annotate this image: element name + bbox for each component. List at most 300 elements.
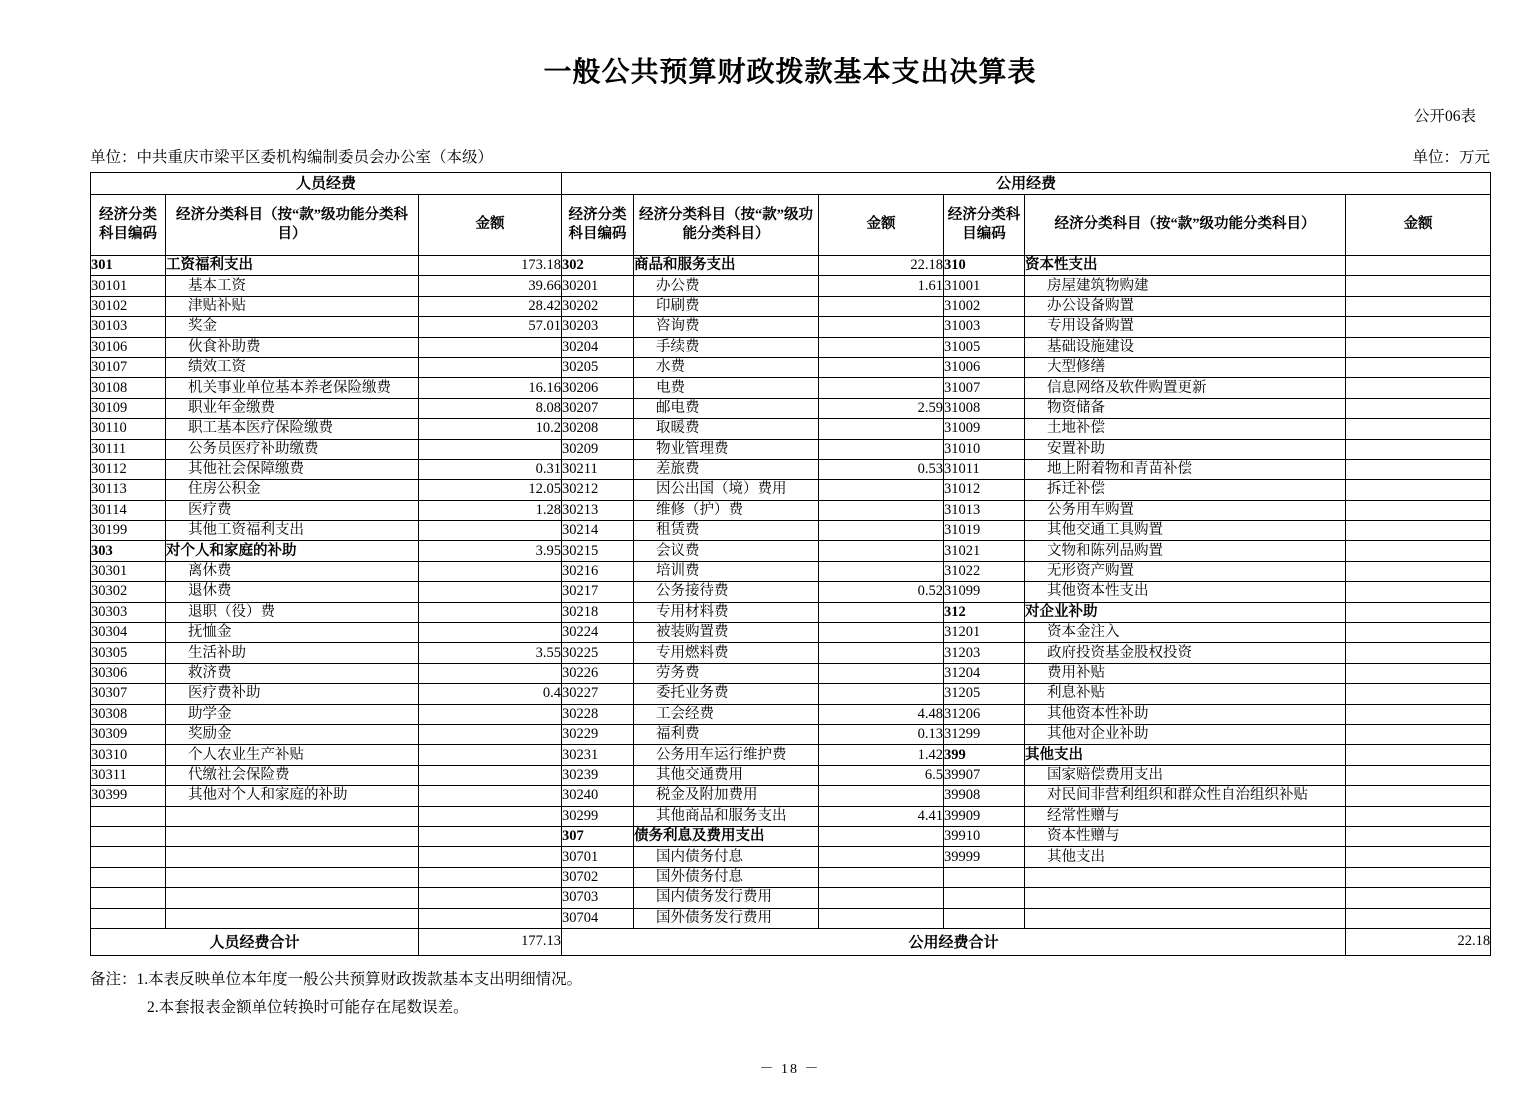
code-cell: 30701 <box>562 847 634 867</box>
table-row <box>91 765 1491 785</box>
code-cell: 30113 <box>91 480 166 500</box>
column-header-subject-2: 经济分类科目（按“款”级功能分类科目） <box>634 195 819 256</box>
table-row <box>91 459 1491 479</box>
code-cell: 30203 <box>562 317 634 337</box>
amount-cell <box>419 337 562 357</box>
amount-cell: 39.66 <box>419 276 562 296</box>
subject-cell: 债务利息及费用支出 <box>634 826 819 846</box>
amount-cell: 1.61 <box>819 276 944 296</box>
unit-name-label: 单位：中共重庆市梁平区委机构编制委员会办公室（本级） <box>90 149 494 166</box>
code-cell: 31201 <box>944 623 1025 643</box>
subject-cell: 土地补偿 <box>1025 419 1346 439</box>
subject-cell <box>1025 908 1346 928</box>
subject-cell: 住房公积金 <box>166 480 419 500</box>
subject-cell: 租赁费 <box>634 521 819 541</box>
amount-cell <box>419 826 562 846</box>
subject-cell: 专用材料费 <box>634 602 819 622</box>
amount-cell <box>819 888 944 908</box>
table-row <box>91 704 1491 724</box>
expenditure-table <box>90 172 1491 956</box>
amount-cell <box>419 602 562 622</box>
code-cell: 30108 <box>91 378 166 398</box>
subject-cell <box>166 806 419 826</box>
subject-cell: 费用补贴 <box>1025 663 1346 683</box>
subject-cell: 咨询费 <box>634 317 819 337</box>
code-cell: 39999 <box>944 847 1025 867</box>
note-text-2: 2.本套报表金额单位转换时可能存在尾数误差。 <box>147 998 469 1016</box>
amount-cell <box>1346 276 1491 296</box>
subject-cell: 公务员医疗补助缴费 <box>166 439 419 459</box>
amount-cell: 0.52 <box>819 582 944 602</box>
amount-cell <box>419 724 562 744</box>
amount-cell <box>819 419 944 439</box>
amount-cell: 12.05 <box>419 480 562 500</box>
code-cell: 30112 <box>91 459 166 479</box>
code-cell: 31203 <box>944 643 1025 663</box>
subject-cell: 委托业务费 <box>634 684 819 704</box>
subject-cell: 商品和服务支出 <box>634 256 819 276</box>
subject-cell: 专用设备购置 <box>1025 317 1346 337</box>
code-cell: 39910 <box>944 826 1025 846</box>
subject-cell: 国家赔偿费用支出 <box>1025 765 1346 785</box>
subject-cell: 手续费 <box>634 337 819 357</box>
subject-cell: 资本性赠与 <box>1025 826 1346 846</box>
code-cell: 30109 <box>91 398 166 418</box>
subject-cell: 拆迁补偿 <box>1025 480 1346 500</box>
code-cell: 31009 <box>944 419 1025 439</box>
subject-cell: 办公费 <box>634 276 819 296</box>
subject-cell: 其他资本性支出 <box>1025 582 1346 602</box>
subject-cell: 国外债务付息 <box>634 867 819 887</box>
subject-cell: 地上附着物和青苗补偿 <box>1025 459 1346 479</box>
code-cell: 30228 <box>562 704 634 724</box>
amount-cell <box>419 704 562 724</box>
subject-cell: 其他资本性补助 <box>1025 704 1346 724</box>
code-cell: 31011 <box>944 459 1025 479</box>
personnel-total-label: 人员经费合计 <box>91 928 419 955</box>
column-header-code-3: 经济分类科目编码 <box>944 195 1025 256</box>
subject-cell: 经常性赠与 <box>1025 806 1346 826</box>
code-cell: 30106 <box>91 337 166 357</box>
subject-cell: 救济费 <box>166 663 419 683</box>
code-cell: 39907 <box>944 765 1025 785</box>
code-cell: 31019 <box>944 521 1025 541</box>
subject-cell: 奖金 <box>166 317 419 337</box>
amount-cell <box>819 521 944 541</box>
code-cell <box>944 867 1025 887</box>
subject-cell: 其他支出 <box>1025 745 1346 765</box>
code-cell: 31002 <box>944 296 1025 316</box>
amount-cell <box>1346 561 1491 581</box>
code-cell: 30211 <box>562 459 634 479</box>
column-header-code-1: 经济分类科目编码 <box>91 195 166 256</box>
subject-cell <box>166 867 419 887</box>
amount-cell <box>819 623 944 643</box>
amount-cell <box>819 643 944 663</box>
code-cell <box>944 908 1025 928</box>
code-cell: 30304 <box>91 623 166 643</box>
amount-cell <box>819 908 944 928</box>
code-cell: 30205 <box>562 357 634 377</box>
column-header-code-2: 经济分类科目编码 <box>562 195 634 256</box>
personnel-total-amount: 177.13 <box>419 928 562 955</box>
amount-cell: 10.2 <box>419 419 562 439</box>
code-cell: 31010 <box>944 439 1025 459</box>
amount-cell <box>1346 398 1491 418</box>
column-header-row <box>91 195 1491 256</box>
code-cell: 30302 <box>91 582 166 602</box>
code-cell: 31205 <box>944 684 1025 704</box>
table-row <box>91 419 1491 439</box>
amount-cell <box>819 826 944 846</box>
subject-cell: 绩效工资 <box>166 357 419 377</box>
table-row <box>91 745 1491 765</box>
amount-cell: 8.08 <box>419 398 562 418</box>
code-cell: 30103 <box>91 317 166 337</box>
subject-cell: 信息网络及软件购置更新 <box>1025 378 1346 398</box>
amount-cell <box>419 745 562 765</box>
code-cell: 30227 <box>562 684 634 704</box>
amount-cell <box>819 439 944 459</box>
code-cell: 31204 <box>944 663 1025 683</box>
amount-cell <box>1346 459 1491 479</box>
code-cell: 39908 <box>944 786 1025 806</box>
table-row <box>91 398 1491 418</box>
subject-cell: 公务用车运行维护费 <box>634 745 819 765</box>
subject-cell: 退职（役）费 <box>166 602 419 622</box>
code-cell: 30399 <box>91 786 166 806</box>
amount-cell <box>1346 745 1491 765</box>
code-cell: 31299 <box>944 724 1025 744</box>
code-cell: 31001 <box>944 276 1025 296</box>
table-row <box>91 826 1491 846</box>
amount-cell <box>1346 663 1491 683</box>
table-row <box>91 378 1491 398</box>
amount-cell <box>819 561 944 581</box>
subject-cell: 代缴社会保险费 <box>166 765 419 785</box>
amount-cell <box>1346 296 1491 316</box>
code-cell: 30229 <box>562 724 634 744</box>
code-cell: 30226 <box>562 663 634 683</box>
table-row <box>91 337 1491 357</box>
amount-cell <box>1346 480 1491 500</box>
subject-cell: 生活补助 <box>166 643 419 663</box>
amount-cell <box>1346 888 1491 908</box>
code-cell: 30703 <box>562 888 634 908</box>
code-cell: 30704 <box>562 908 634 928</box>
code-cell: 30702 <box>562 867 634 887</box>
subject-cell: 培训费 <box>634 561 819 581</box>
amount-cell <box>819 684 944 704</box>
amount-cell: 0.53 <box>819 459 944 479</box>
amount-cell <box>819 296 944 316</box>
code-cell: 30212 <box>562 480 634 500</box>
amount-cell <box>419 847 562 867</box>
table-row <box>91 439 1491 459</box>
table-row <box>91 276 1491 296</box>
code-cell: 30114 <box>91 500 166 520</box>
subject-cell: 安置补助 <box>1025 439 1346 459</box>
table-row <box>91 643 1491 663</box>
amount-cell <box>819 847 944 867</box>
subject-cell <box>166 826 419 846</box>
code-cell: 30110 <box>91 419 166 439</box>
code-cell: 30225 <box>562 643 634 663</box>
amount-cell: 4.41 <box>819 806 944 826</box>
amount-cell <box>819 867 944 887</box>
note-line <box>90 966 1490 994</box>
table-row <box>91 256 1491 276</box>
amount-cell <box>1346 867 1491 887</box>
table-row <box>91 786 1491 806</box>
amount-cell <box>819 480 944 500</box>
subject-cell: 医疗费补助 <box>166 684 419 704</box>
subject-cell: 对民间非营利组织和群众性自治组织补贴 <box>1025 786 1346 806</box>
amount-cell <box>419 663 562 683</box>
code-cell: 30308 <box>91 704 166 724</box>
page-title: 一般公共预算财政拨款基本支出决算表 <box>543 57 1037 88</box>
amount-cell <box>1346 847 1491 867</box>
subject-cell: 文物和陈列品购置 <box>1025 541 1346 561</box>
amount-cell <box>419 521 562 541</box>
subject-cell: 机关事业单位基本养老保险缴费 <box>166 378 419 398</box>
code-cell: 30217 <box>562 582 634 602</box>
code-cell: 30239 <box>562 765 634 785</box>
code-cell: 31008 <box>944 398 1025 418</box>
subject-cell: 公务用车购置 <box>1025 500 1346 520</box>
amount-cell <box>819 602 944 622</box>
code-cell: 30231 <box>562 745 634 765</box>
table-row <box>91 296 1491 316</box>
group-header-personnel: 人员经费 <box>91 173 562 195</box>
group-header-row <box>91 173 1491 195</box>
amount-cell <box>1346 826 1491 846</box>
amount-cell <box>419 765 562 785</box>
amount-cell <box>419 867 562 887</box>
code-cell: 30101 <box>91 276 166 296</box>
code-cell: 30102 <box>91 296 166 316</box>
unit-row <box>90 148 1490 168</box>
table-row <box>91 623 1491 643</box>
currency-unit-label: 单位：万元 <box>1412 149 1490 166</box>
subject-cell: 物业管理费 <box>634 439 819 459</box>
subject-cell: 政府投资基金股权投资 <box>1025 643 1346 663</box>
subject-cell: 助学金 <box>166 704 419 724</box>
amount-cell <box>1346 806 1491 826</box>
code-cell: 31003 <box>944 317 1025 337</box>
code-cell: 30306 <box>91 663 166 683</box>
column-header-subject-3: 经济分类科目（按“款”级功能分类科目） <box>1025 195 1346 256</box>
table-row <box>91 480 1491 500</box>
column-header-amount-2: 金额 <box>819 195 944 256</box>
subject-cell: 公务接待费 <box>634 582 819 602</box>
note-line <box>147 994 1490 1022</box>
code-cell: 307 <box>562 826 634 846</box>
subject-cell: 津贴补贴 <box>166 296 419 316</box>
subject-cell <box>1025 888 1346 908</box>
code-cell: 30199 <box>91 521 166 541</box>
subject-cell: 税金及附加费用 <box>634 786 819 806</box>
totals-row <box>91 928 1491 955</box>
subject-cell: 劳务费 <box>634 663 819 683</box>
document-page <box>0 50 1515 1119</box>
subject-cell: 抚恤金 <box>166 623 419 643</box>
subject-cell: 大型修缮 <box>1025 357 1346 377</box>
code-cell: 30107 <box>91 357 166 377</box>
group-header-public: 公用经费 <box>562 173 1491 195</box>
code-cell: 30208 <box>562 419 634 439</box>
amount-cell <box>419 623 562 643</box>
subject-cell: 资本金注入 <box>1025 623 1346 643</box>
code-cell: 30303 <box>91 602 166 622</box>
amount-cell <box>1346 724 1491 744</box>
public-total-label: 公用经费合计 <box>562 928 1346 955</box>
code-cell: 31099 <box>944 582 1025 602</box>
amount-cell: 2.59 <box>819 398 944 418</box>
amount-cell <box>819 378 944 398</box>
table-row <box>91 541 1491 561</box>
amount-cell: 0.13 <box>819 724 944 744</box>
code-cell <box>91 908 166 928</box>
subject-cell: 基础设施建设 <box>1025 337 1346 357</box>
subject-cell: 办公设备购置 <box>1025 296 1346 316</box>
subject-cell: 职业年金缴费 <box>166 398 419 418</box>
notes-label: 备注： <box>90 970 137 988</box>
code-cell: 303 <box>91 541 166 561</box>
subject-cell: 电费 <box>634 378 819 398</box>
public-total-amount: 22.18 <box>1346 928 1491 955</box>
code-cell: 30207 <box>562 398 634 418</box>
amount-cell <box>819 786 944 806</box>
code-cell: 30240 <box>562 786 634 806</box>
code-cell: 30301 <box>91 561 166 581</box>
table-row <box>91 500 1491 520</box>
code-cell <box>91 826 166 846</box>
subject-cell: 房屋建筑物购建 <box>1025 276 1346 296</box>
subject-cell: 物资储备 <box>1025 398 1346 418</box>
subject-cell: 国内债务发行费用 <box>634 888 819 908</box>
form-code-label: 公开06表 <box>1413 108 1476 125</box>
amount-cell <box>819 357 944 377</box>
amount-cell <box>1346 521 1491 541</box>
code-cell: 30218 <box>562 602 634 622</box>
code-cell: 30309 <box>91 724 166 744</box>
amount-cell <box>1346 419 1491 439</box>
amount-cell <box>1346 256 1491 276</box>
subject-cell: 取暖费 <box>634 419 819 439</box>
code-cell: 30111 <box>91 439 166 459</box>
subject-cell: 其他社会保障缴费 <box>166 459 419 479</box>
subject-cell: 差旅费 <box>634 459 819 479</box>
code-cell: 30202 <box>562 296 634 316</box>
subject-cell: 职工基本医疗保险缴费 <box>166 419 419 439</box>
amount-cell <box>819 317 944 337</box>
subject-cell: 伙食补助费 <box>166 337 419 357</box>
subject-cell: 会议费 <box>634 541 819 561</box>
subject-cell: 无形资产购置 <box>1025 561 1346 581</box>
code-cell: 31007 <box>944 378 1025 398</box>
code-cell: 30305 <box>91 643 166 663</box>
code-cell: 30215 <box>562 541 634 561</box>
amount-cell <box>419 561 562 581</box>
subject-cell: 退休费 <box>166 582 419 602</box>
subject-cell: 专用燃料费 <box>634 643 819 663</box>
amount-cell <box>1346 908 1491 928</box>
code-cell: 31006 <box>944 357 1025 377</box>
table-row <box>91 561 1491 581</box>
subject-cell: 工资福利支出 <box>166 256 419 276</box>
code-cell: 31005 <box>944 337 1025 357</box>
code-cell: 310 <box>944 256 1025 276</box>
subject-cell: 工会经费 <box>634 704 819 724</box>
amount-cell: 1.28 <box>419 500 562 520</box>
subject-cell: 离休费 <box>166 561 419 581</box>
subject-cell <box>166 908 419 928</box>
subject-cell: 对企业补助 <box>1025 602 1346 622</box>
amount-cell <box>1346 786 1491 806</box>
amount-cell <box>1346 704 1491 724</box>
code-cell: 399 <box>944 745 1025 765</box>
amount-cell <box>819 337 944 357</box>
table-row <box>91 867 1491 887</box>
column-header-subject-1: 经济分类科目（按“款”级功能分类科目） <box>166 195 419 256</box>
amount-cell: 3.95 <box>419 541 562 561</box>
table-row <box>91 582 1491 602</box>
subject-cell: 因公出国（境）费用 <box>634 480 819 500</box>
amount-cell: 3.55 <box>419 643 562 663</box>
subject-cell: 国内债务付息 <box>634 847 819 867</box>
amount-cell: 22.18 <box>819 256 944 276</box>
amount-cell <box>819 541 944 561</box>
code-cell: 30204 <box>562 337 634 357</box>
amount-cell <box>1346 765 1491 785</box>
table-row <box>91 684 1491 704</box>
table-row <box>91 663 1491 683</box>
code-cell: 30206 <box>562 378 634 398</box>
code-cell: 312 <box>944 602 1025 622</box>
table-row <box>91 724 1491 744</box>
subject-cell: 被装购置费 <box>634 623 819 643</box>
code-cell: 301 <box>91 256 166 276</box>
code-cell <box>91 888 166 908</box>
code-cell <box>91 867 166 887</box>
code-cell: 30214 <box>562 521 634 541</box>
amount-cell <box>1346 602 1491 622</box>
subject-cell: 维修（护）费 <box>634 500 819 520</box>
subject-cell: 水费 <box>634 357 819 377</box>
subject-cell: 其他工资福利支出 <box>166 521 419 541</box>
amount-cell <box>1346 439 1491 459</box>
table-row <box>91 357 1491 377</box>
code-cell: 31206 <box>944 704 1025 724</box>
table-row <box>91 888 1491 908</box>
subject-cell: 利息补贴 <box>1025 684 1346 704</box>
amount-cell <box>819 663 944 683</box>
amount-cell: 173.18 <box>419 256 562 276</box>
amount-cell <box>1346 623 1491 643</box>
subject-cell <box>166 847 419 867</box>
code-cell: 30216 <box>562 561 634 581</box>
subject-cell: 其他对企业补助 <box>1025 724 1346 744</box>
amount-cell: 0.31 <box>419 459 562 479</box>
amount-cell <box>419 357 562 377</box>
amount-cell <box>419 439 562 459</box>
amount-cell: 16.16 <box>419 378 562 398</box>
table-row <box>91 602 1491 622</box>
amount-cell <box>1346 582 1491 602</box>
table-row <box>91 847 1491 867</box>
subject-cell: 个人农业生产补贴 <box>166 745 419 765</box>
